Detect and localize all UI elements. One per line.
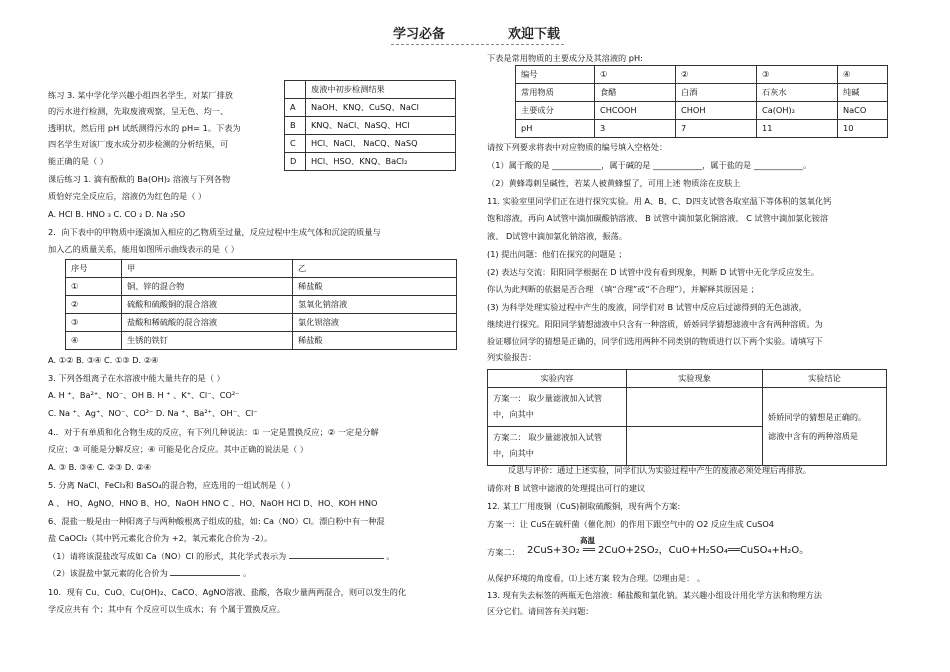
ph-cell: 食醋 [595,84,676,102]
q2-cell: 氯化钡溶液 [293,314,457,332]
q2-col-header: 乙 [293,260,457,278]
q11-line-3: 液、 D试管中滴加氯化钠溶液，振荡。 [487,231,627,241]
ph-cell: 3 [595,120,676,138]
q12-environment: 从保护环境的角度看，⑴上述方案 较为合理。⑵理由是： 。 [487,573,706,583]
reflection-2: 请你对 B 试管中滤液的处理提出可行的建议 [487,483,646,493]
ex3-line-1: 练习 3. 某中学化学兴趣小组四名学生，对某厂排放 [48,90,233,100]
q2-cell: ④ [66,332,122,350]
ex3-line-5: 能正确的是（ ） [48,156,108,166]
q2-col-header: 序号 [66,260,122,278]
q2-cell: 盐酸和稀硫酸的混合溶液 [122,314,293,332]
ex3-line-3: 透明状，然后用 pH 试纸测得污水的 pH= 1。下表为 [48,123,241,133]
ex3-row-value: HCl、NaCl、 NaCQ、NaSQ [306,135,456,153]
ph-cell: 石灰水 [757,84,838,102]
q2-cell: 铜、锌的混合物 [122,278,293,296]
exp-conclusion-line: 滤液中含有的两种溶质是 [768,430,859,441]
q2-line-1: 2．向下表中的甲物质中逐滴加入相应的乙物质至过量，反应过程中生成气体和沉淀的质量与 [48,227,381,237]
experiment-table [487,369,887,466]
ph-ask-1: （1）属于酸的是 ____________，属于碱的是 ____________，属于盐的是 ____________。 [487,160,812,170]
q12-equation: 2CuS+3O₂ ══ 2CuO+2SO₂，CuO+H₂SO₄══CuSO₄+H₂O。 [527,545,810,556]
q2-cell: 氢氧化钠溶液 [293,296,457,314]
ph-cell: Ca(OH)₂ [757,102,838,120]
ex3-line-4: 四名学生对该厂废水成分初步检测的分析结果，可 [48,139,229,149]
exp-observation-1[interactable] [627,388,763,427]
exp-col-header: 实验现象 [627,370,763,388]
ph-cell: CHOH [676,102,757,120]
ph-cell: ② [676,66,757,84]
ph-cell: 11 [757,120,838,138]
q3-stem: 3. 下列各组离子在水溶液中能大量共存的是（ ） [48,373,225,383]
q11-sub-3d: 列实验报告： [487,352,537,362]
q1-options: A. HCl B. HNO ₃ C. CO ₂ D. Na ₂SO [48,209,186,219]
ph-cell: 白酒 [676,84,757,102]
q6-sub-1: （1）请将该混盐改写成如 Ca（NO）Cl 的形式，其化学式表示为 。 [48,551,395,561]
ph-cell: pH [516,120,595,138]
ex3-row-value: KNQ、NaCl、NaSQ、HCl [306,117,456,135]
header-divider [391,44,564,45]
q12-plan-1: 方案一：让 CuS在硫杆菌（催化剂）的作用下跟空气中的 O2 反应生成 CuSO4 [487,519,774,529]
q11-sub-3: (3) 为科学处理实验过程中产生的废液，同学们对 B 试管中反应后过滤得到的无色滤液， [487,302,807,312]
exp-plan-1-line: 方案一： 取少量滤液加入试管 [493,393,603,404]
exp-conclusion-line: 娇娇同学的猜想是正确的。 [768,411,867,422]
q2-options: A. ①② B. ③④ C. ①③ D. ②④ [48,355,159,365]
q2-cell: 稀盐酸 [293,332,457,350]
q3-options-cd: C. Na ⁺、Ag⁺、NO⁻、CO²⁻ D. Na ⁺、Ba²⁺、OH⁻、Cl⁻ [48,408,258,418]
q12-stem: 12. 某工厂用废铜（CuS)制取硫酸铜，现有两个方案: [487,501,681,511]
ph-table [515,65,888,138]
ex3-row-key: B [285,117,306,135]
q6-line-1: 6、混盐一般是由一种阳离子与两种酸根离子组成的盐，如: Ca（NO）Cl。漂白粉中有一种混 [48,516,385,526]
ph-intro: 下表是常用物质的主要成分及其溶液的 pH: [487,53,643,63]
q13-line-1: 13. 现有失去标签的两瓶无色溶液：稀盐酸和氯化钠。某兴趣小组设计用化学方法和物理方法 [487,590,822,600]
ph-cell: 7 [676,120,757,138]
ph-cell: 主要成分 [516,102,595,120]
exp-conclusion [763,388,887,466]
answer-blank[interactable] [170,575,240,576]
header-right: 欢迎下载 [508,27,561,42]
q5-stem: 5. 分离 NaCl、FeCl₃和 BaSO₄的混合物，应选用的一组试剂是（ ） [48,480,296,490]
q3-options-ab: A. H ⁺、Ba²⁺、NO⁻、OH B. H ⁺ 、K⁺、Cl⁻、CO²⁻ [48,390,240,400]
header-left: 学习必备 [393,27,446,42]
q10-line-2: 学反应共有 个；其中有 个反应可以生成水；有 个属于置换反应。 [48,604,286,614]
ex3-row-value: HCl、HSO、KNQ、BaCl₂ [306,153,456,171]
q10-line-1: 10．现有 Cu、CuO、Cu(OH)₂、CaCO、AgNO溶液、盐酸，各取少量两两混合，则可以发生的化 [48,587,407,597]
exp-plan-2-line: 方案二： 取少量滤液加入试管 [493,432,603,443]
q4-line-1: 4.．对于有单质和化合物生成的反应，有下列几种说法：① 一定是置换反应；② 一定是分解 [48,427,379,437]
q6-sub-2: （2）该混盐中氯元素的化合价为 。 [48,568,252,578]
q11-sub-3c: 验证哪位同学的猜想是正确的，同学们选用两种不同类别的物质进行以下两个实验。请填写下 [487,336,823,346]
q6-sub-2-text: （2）该混盐中氯元素的化合价为 [48,568,168,578]
ph-ask-2: （2）黄蜂毒刺呈碱性，若某人被黄蜂蜇了，可用上述 物质涂在皮肤上 [487,178,741,188]
q2-cell: 硫酸和硫酸铜的混合溶液 [122,296,293,314]
ph-ask: 请按下列要求将表中对应物质的编号填入空格处： [487,142,668,152]
q2-cell: ② [66,296,122,314]
answer-blank[interactable] [289,558,384,559]
ex3-row-key: A [285,99,306,117]
q5-options: A 、 HO、AgNO、HNO B、HO、NaOH HNO C 、HO、NaOH HCl D、HO、KOH HNO [48,498,378,508]
exp-col-header: 实验结论 [763,370,887,388]
ex3-line-2: 的污水进行检测，先取废液观察，呈无色、均一、 [48,106,229,116]
q2-cell: 生锈的铁钉 [122,332,293,350]
exp-observation-2[interactable] [627,427,763,466]
ex3-table [284,80,456,171]
ex3-row-value: NaOH、KNQ、CuSQ、NaCl [306,99,456,117]
exp-plan-2 [488,427,627,466]
ex3-row-key: C [285,135,306,153]
q11-line-2: 饱和溶液，再向 A试管中滴加碳酸钠溶液、 B 试管中滴加氯化铜溶液、 C 试管中滴加氯化铵溶 [487,213,829,223]
q2-cell: 稀盐酸 [293,278,457,296]
q13-line-2: 区分它们。请回答有关问题： [487,606,594,616]
ex3-table-header: 废液中初步检测结果 [306,81,456,99]
ph-cell: 常用物质 [516,84,595,102]
q2-cell: ③ [66,314,122,332]
q1-line-1: 课后练习 1. 滴有酚酞的 Ba(OH)₂ 溶液与下列各物 [48,174,231,184]
exp-plan-1-line: 中，向其中 [493,409,534,419]
q12-eq-condition: 高温 [580,536,595,545]
q11-sub-3b: 继续进行探究。阳阳同学猜想滤液中只含有一种溶质，娇娇同学猜想滤液中含有两种溶质。为 [487,319,823,329]
q2-table [65,259,457,350]
q12-plan-2-label: 方案二： [487,547,520,557]
q11-line-1: 11. 实验室里同学们正在进行探究实验。用 A、B、C、D四支试管各取室温下等体积的氢氧化钙 [487,196,832,206]
q4-line-2: 反应；③ 可能是分解反应；④ 可能是化合反应。其中正确的说法是（ ） [48,444,308,454]
ph-cell: 10 [838,120,888,138]
q4-options: A. ③ B. ③④ C. ②③ D. ②④ [48,462,152,472]
exp-col-header: 实验内容 [488,370,627,388]
q11-sub-2: (2) 表达与交流：阳阳同学根据在 D 试管中没有看到现象，判断 D 试管中无化学反应发生。 [487,267,819,277]
exp-plan-2-line: 中，向其中 [493,448,534,458]
ph-cell: CHCOOH [595,102,676,120]
exp-plan-1 [488,388,627,427]
ph-cell: ③ [757,66,838,84]
ph-cell: ① [595,66,676,84]
ph-cell: 编号 [516,66,595,84]
q6-line-2: 盐 CaOCl₂（其中钙元素化合价为 +2，氧元素化合价为 -2）。 [48,533,273,543]
q11-sub-2b: 你认为此判断的依据是否合理 （填“合理”或“不合理”），并解释其原因是 ； [487,284,759,294]
reflection: 反思与评价：通过上述实验，同学们认为实验过程中产生的废液必须处理后再排放。 [508,465,811,475]
q6-sub-1-text: （1）请将该混盐改写成如 Ca（NO）Cl 的形式，其化学式表示为 [48,551,287,561]
ex3-row-key: D [285,153,306,171]
q2-cell: ① [66,278,122,296]
q2-col-header: 甲 [122,260,293,278]
ph-cell: NaCO [838,102,888,120]
q1-line-2: 质恰好完全反应后，溶液仍为红色的是（ ） [48,191,207,201]
q2-line-2: 加入乙的质量关系，能用如图所示曲线表示的是（ ） [48,244,239,254]
q11-sub-1: (1) 提出问题：他们在探究的问题是 ； [487,249,627,259]
ph-cell: 纯碱 [838,84,888,102]
ph-cell: ④ [838,66,888,84]
